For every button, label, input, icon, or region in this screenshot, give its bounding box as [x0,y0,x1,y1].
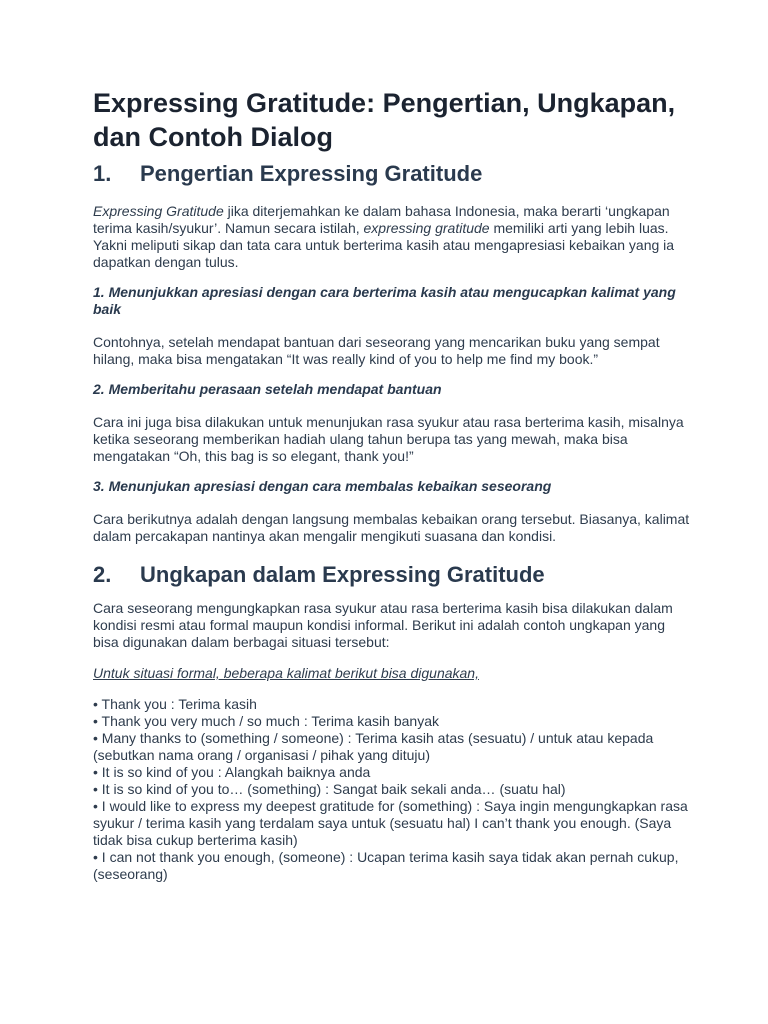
section-1-title: Pengertian Expressing Gratitude [140,161,483,186]
paragraph-2: Cara ini juga bisa dilakukan untuk menunjukan rasa syukur atau rasa berterima kasih, misalnya ketika seseorang memberikan hadiah ulang tahun berupa tas yang mewah, maka bisa mengatakan “Oh, this bag is so elegant, thank you!” [93,414,684,464]
formal-situation-label: Untuk situasi formal, beberapa kalimat berikut bisa digunakan, [93,665,479,681]
list-item: • I would like to express my deepest gratitude for (something) : Saya ingin mengungkapkan rasa syukur / terima kasih yang terdalam saya untuk (sesuatu hal) I can’t thank you enough. (Saya tidak bisa cukup berterima kasih) [93,798,688,848]
intro-term-2: expressing gratitude [363,220,490,236]
subheading-2: 2. Memberitahu perasaan setelah mendapat bantuan [93,381,442,397]
page-title: Expressing Gratitude: Pengertian, Ungkapan, dan Contoh Dialog [93,88,676,152]
list-item: • Thank you very much / so much : Terima kasih banyak [93,713,439,729]
section-1-heading [93,160,693,187]
intro-term-1: Expressing Gratitude [93,203,224,219]
section-2-title: Ungkapan dalam Expressing Gratitude [140,562,545,587]
paragraph-1: Contohnya, setelah mendapat bantuan dari seseorang yang mencarikan buku yang sempat hilang, maka bisa mengatakan “It was really kind of you to help me find my book.” [93,334,660,367]
paragraph-3: Cara berikutnya adalah dengan langsung membalas kebaikan orang tersebut. Biasanya, kalimat dalam percakapan nantinya akan mengalir mengikuti suasana dan kondisi. [93,511,690,544]
section-2-heading [93,561,693,588]
section-2-number: 2. [93,562,112,587]
list-item: • Many thanks to (something / someone) : Terima kasih atas (sesuatu) / untuk atau kepada (sebutkan nama orang / organisasi / pihak yang dituju) [93,730,654,763]
subheading-3: 3. Menunjukan apresiasi dengan cara membalas kebaikan seseorang [93,478,552,494]
list-item: • Thank you : Terima kasih [93,696,257,712]
expression-list [93,696,693,883]
document-content [93,86,693,883]
section-1-number: 1. [93,161,112,186]
section-1-intro [93,203,693,271]
list-item: • It is so kind of you to… (something) : Sangat baik sekali anda… (suatu hal) [93,781,566,797]
list-item: • I can not thank you enough, (someone) : Ucapan terima kasih saya tidak akan pernah cukup, (seseorang) [93,849,679,882]
list-item: • It is so kind of you : Alangkah baiknya anda [93,764,371,780]
subheading-1: 1. Menunjukkan apresiasi dengan cara berterima kasih atau mengucapkan kalimat yang baik [93,284,676,317]
intro-text-2: memiliki arti yang lebih luas. Yakni meliputi sikap dan tata cara untuk berterima kasih atau mengapresiasi kebaikan yang ia dapatkan dengan tulus. [93,220,675,270]
intro-text-1: jika diterjemahkan ke dalam bahasa Indonesia, maka berarti ‘ungkapan terima kasih/syukur’. Namun secara istilah, [93,203,670,236]
section-2-intro: Cara seseorang mengungkapkan rasa syukur atau rasa berterima kasih bisa dilakukan dalam kondisi resmi atau formal maupun kondisi informal. Berikut ini adalah contoh ungkapan yang bisa digunakan dalam berbagai situasi tersebut: [93,600,673,650]
